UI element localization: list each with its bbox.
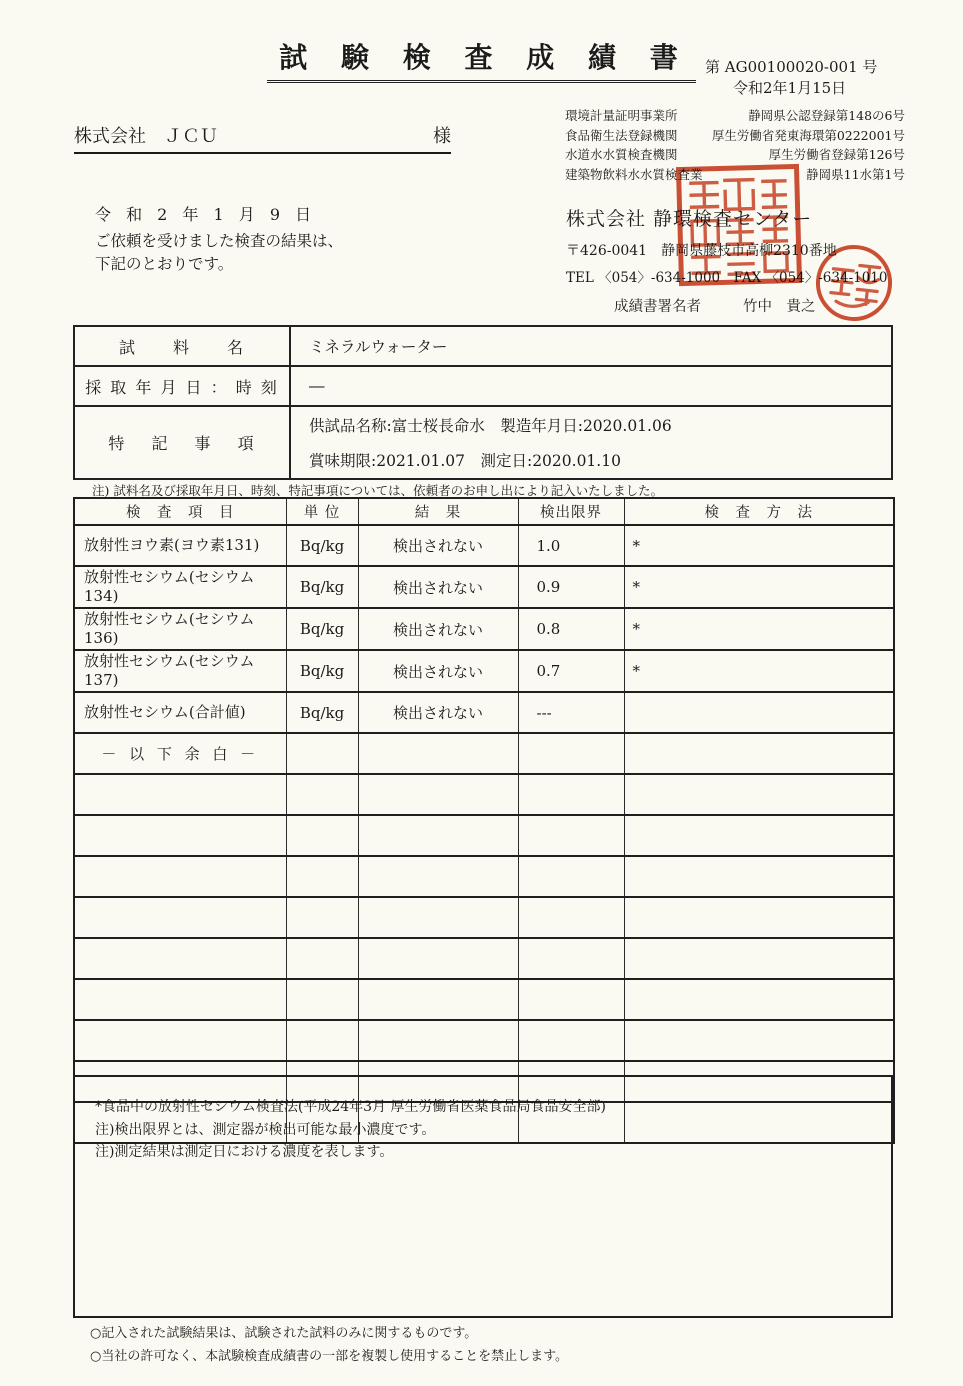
empty-row <box>74 774 894 815</box>
laboratory-name: 株式会社 静環検査センター <box>566 208 813 230</box>
sample-name-value: ミネラルウォーター <box>290 326 892 366</box>
empty-row <box>74 979 894 1020</box>
table-row <box>74 608 894 650</box>
empty-cell <box>74 1020 286 1061</box>
empty-cell <box>358 897 518 938</box>
special-notes-value <box>290 406 892 479</box>
recipient-name: 株式会社 ＪＣＵ <box>74 126 218 147</box>
empty-cell <box>286 856 358 897</box>
empty-cell <box>286 733 358 774</box>
recipient-line <box>74 122 451 154</box>
empty-cell <box>624 938 894 979</box>
table-row <box>74 406 892 479</box>
result-value: 検出されない <box>358 650 518 692</box>
cert-label: 水道水水質検査機関 <box>565 147 678 162</box>
certification-row <box>565 145 905 165</box>
result-item: 放射性セシウム(合計値) <box>74 692 286 733</box>
empty-cell <box>286 938 358 979</box>
signer-label: 成績書署名者 <box>614 299 701 315</box>
empty-cell <box>74 979 286 1020</box>
empty-cell <box>518 733 624 774</box>
special-notes-line1: 供試品名称:富士桜長命水 製造年月日:2020.01.06 <box>309 417 672 435</box>
greeting-line: 下記のとおりです。 <box>95 255 234 273</box>
certification-row <box>565 126 905 146</box>
laboratory-address: 〒426-0041 静岡県藤枝市高柳2310番地 <box>566 243 837 259</box>
empty-cell <box>518 774 624 815</box>
empty-cell <box>358 815 518 856</box>
table-row <box>74 650 894 692</box>
empty-cell <box>358 856 518 897</box>
result-unit: Bq/kg <box>286 650 358 692</box>
signer-name: 竹中 貴之 <box>743 299 816 315</box>
empty-cell <box>518 938 624 979</box>
request-date: 令 和 2 年 1 月 9 日 <box>95 205 317 224</box>
empty-cell <box>518 815 624 856</box>
header-method: 検 査 方 法 <box>624 498 894 525</box>
footer-line: ○記入された試験結果は、試験された試料のみに関するものです。 <box>90 1326 478 1341</box>
empty-cell <box>624 733 894 774</box>
detection-limit: 0.7 <box>518 650 624 692</box>
empty-cell <box>74 897 286 938</box>
empty-cell <box>358 979 518 1020</box>
table-row <box>74 692 894 733</box>
cert-label: 食品衛生法登録機関 <box>565 127 678 143</box>
result-value: 検出されない <box>358 692 518 733</box>
header-item: 検 査 項 目 <box>74 498 286 525</box>
empty-cell <box>286 897 358 938</box>
result-value: 検出されない <box>358 566 518 608</box>
result-item: 放射性ヨウ素(ヨウ素131) <box>74 525 286 566</box>
header-result: 結 果 <box>358 498 518 525</box>
results-header-row <box>74 498 894 525</box>
empty-cell <box>624 897 894 938</box>
footer-line: ○当社の許可なく、本試験検査成績書の一部を複製し使用することを禁止します。 <box>90 1349 569 1364</box>
empty-cell <box>518 897 624 938</box>
result-value: 検出されない <box>358 525 518 566</box>
empty-cell <box>74 856 286 897</box>
result-unit: Bq/kg <box>286 692 358 733</box>
empty-cell <box>74 774 286 815</box>
empty-row <box>74 856 894 897</box>
header-limit: 検出限界 <box>518 498 624 525</box>
empty-row <box>74 897 894 938</box>
cert-number: 厚生労働省登録第126号 <box>768 147 905 162</box>
table-row <box>74 366 892 406</box>
cert-number: 厚生労働省発東海環第0222001号 <box>711 127 905 143</box>
sample-table-note: 注) 試料名及び採取年月日、時刻、特記事項については、依頼者のお申し出により記入いたしました。 <box>92 483 664 498</box>
sample-info-table <box>73 325 893 480</box>
result-unit: Bq/kg <box>286 525 358 566</box>
result-item: 放射性セシウム(セシウム137) <box>74 650 286 692</box>
empty-cell <box>518 979 624 1020</box>
greeting-block <box>95 230 343 276</box>
empty-cell <box>624 1020 894 1061</box>
result-item: 放射性セシウム(セシウム134) <box>74 566 286 608</box>
sample-name-label: 試 料 名 <box>74 326 290 366</box>
doc-number: 第 AG00100020-001 号 <box>705 58 878 76</box>
result-item: 放射性セシウム(セシウム136) <box>74 608 286 650</box>
empty-cell <box>286 774 358 815</box>
empty-cell <box>74 938 286 979</box>
table-row <box>74 566 894 608</box>
detection-limit: 0.8 <box>518 608 624 650</box>
empty-cell <box>286 1020 358 1061</box>
empty-cell <box>358 1020 518 1061</box>
company-seal-stamp <box>674 162 803 287</box>
certification-row <box>565 106 905 126</box>
recipient-honorific: 様 <box>433 126 451 147</box>
test-method: * <box>624 608 894 650</box>
table-row <box>74 525 894 566</box>
empty-cell <box>624 856 894 897</box>
empty-row <box>74 815 894 856</box>
empty-row <box>74 938 894 979</box>
collection-date-label: 採 取 年 月 日 ： 時 刻 <box>74 366 290 406</box>
empty-cell <box>74 815 286 856</box>
doc-number-block <box>705 57 877 99</box>
detection-limit: --- <box>518 692 624 733</box>
empty-cell <box>358 938 518 979</box>
empty-cell <box>358 733 518 774</box>
empty-cell <box>286 815 358 856</box>
special-notes-label: 特 記 事 項 <box>74 406 290 479</box>
page-title: 試 験 検 査 成 績 書 <box>267 36 696 83</box>
empty-row <box>74 1020 894 1061</box>
collection-date-value: ― <box>290 366 892 406</box>
method-note-line: *食品中の放射性セシウム検査法(平成24年3月 厚生労働省医薬食品局食品安全部) <box>95 1099 606 1115</box>
empty-cell <box>624 979 894 1020</box>
empty-cell <box>358 774 518 815</box>
method-notes-box <box>73 1075 893 1318</box>
test-method: * <box>624 525 894 566</box>
cert-label: 建築物飲料水水質検査業 <box>565 166 703 182</box>
result-unit: Bq/kg <box>286 608 358 650</box>
empty-cell <box>624 774 894 815</box>
result-unit: Bq/kg <box>286 566 358 608</box>
empty-cell <box>624 815 894 856</box>
footer-disclaimer <box>90 1322 568 1368</box>
greeting-line: ご依頼を受けました検査の結果は、 <box>95 232 344 250</box>
cert-number: 静岡県公認登録第148の6号 <box>748 108 905 123</box>
header-unit: 単 位 <box>286 498 358 525</box>
empty-cell <box>286 979 358 1020</box>
empty-cell <box>518 1020 624 1061</box>
method-note-line: 注)検出限界とは、測定器が検出可能な最小濃度です。 <box>95 1121 436 1138</box>
cert-number: 静岡県11水第1号 <box>806 166 905 182</box>
test-method: * <box>624 566 894 608</box>
laboratory-telfax: TEL 〈054〉-634-1000 FAX 〈054〉-634-1010 <box>566 270 888 286</box>
test-method: * <box>624 650 894 692</box>
table-row <box>74 326 892 366</box>
empty-cell <box>518 856 624 897</box>
test-method <box>624 692 894 733</box>
remainder-blank-label: － 以 下 余 白 － <box>74 733 286 774</box>
issue-date: 令和2年1月15日 <box>733 79 847 97</box>
cert-label: 環境計量証明事業所 <box>565 108 678 123</box>
method-note-line: 注)測定結果は測定日における濃度を表します。 <box>95 1144 394 1160</box>
result-value: 検出されない <box>358 608 518 650</box>
table-row <box>74 733 894 774</box>
results-table <box>73 497 895 1144</box>
detection-limit: 0.9 <box>518 566 624 608</box>
signer-seal-stamp <box>810 239 898 327</box>
special-notes-line2: 賞味期限:2021.01.07 測定日:2020.01.10 <box>309 452 621 470</box>
detection-limit: 1.0 <box>518 525 624 566</box>
